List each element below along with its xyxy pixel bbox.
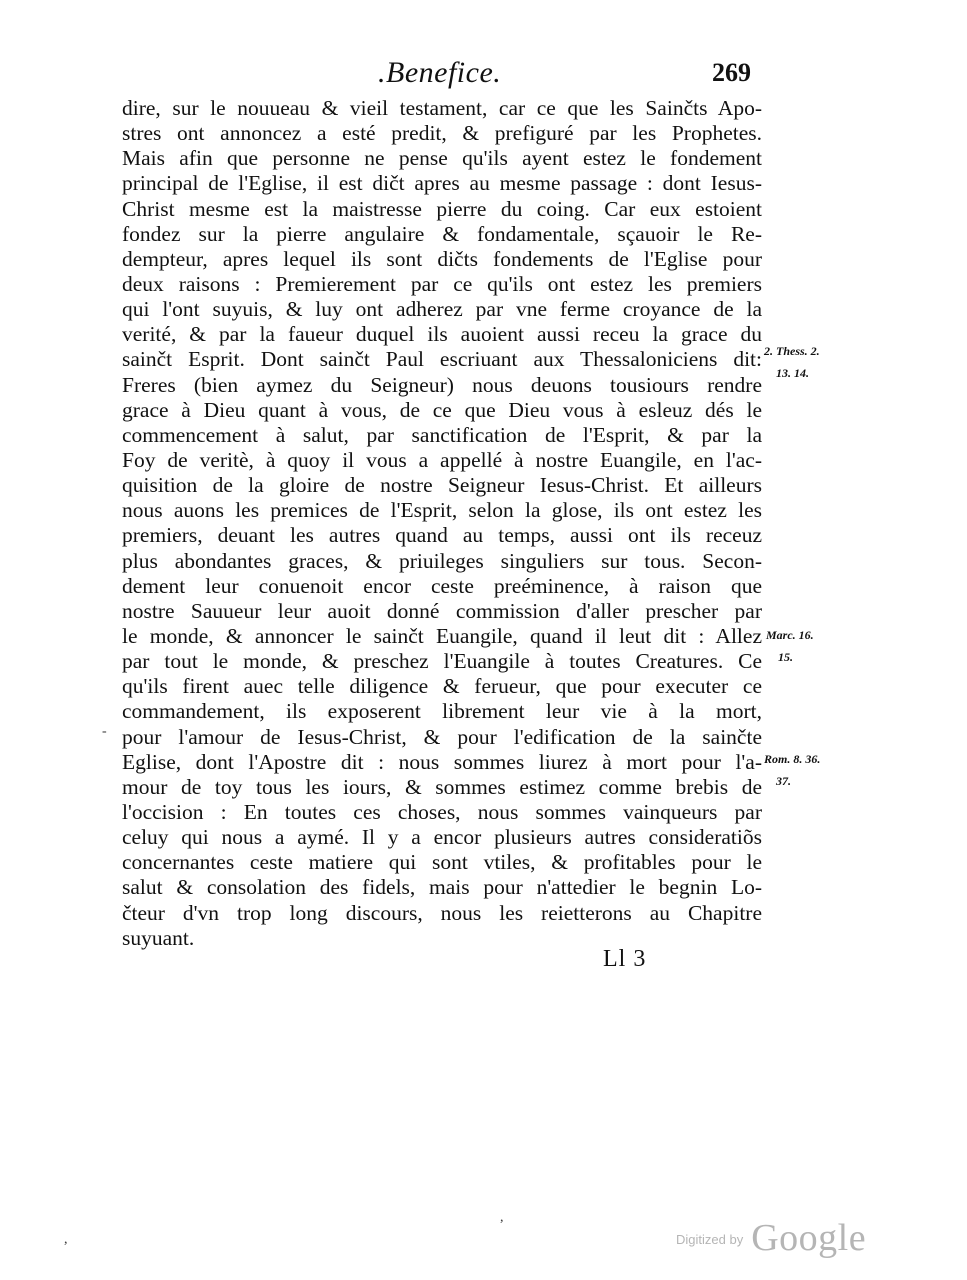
text-line: le monde, & annoncer le sainčt Euangile, quand il leut dit : Allez (122, 623, 762, 648)
ink-speck: , (500, 1210, 504, 1225)
margin-note-line: 37. (776, 774, 791, 788)
text-line: Christ mesme est la maistresse pierre du coing. Car eux estoient (122, 196, 762, 221)
margin-note-mark (766, 624, 846, 668)
margin-note-line: Rom. 8. 36. (764, 752, 821, 766)
text-line: dire, sur le nouueau & vieil testament, car ce que les Sainčts Apo- (122, 96, 762, 120)
text-line: qui l'ont suyuis, & luy ont adherez par vne ferme croyance de la (122, 297, 762, 322)
text-line: commandement, ils exposerent librement leur vie à la mort, (122, 699, 762, 724)
text-line: plus abondantes graces, & priuileges singuliers sur tous. Secon- (122, 548, 762, 573)
signature-mark: Ll 3 (603, 946, 647, 972)
watermark-prefix: Digitized by (676, 1232, 744, 1247)
ink-speck: , (64, 1232, 68, 1247)
digitized-watermark (676, 1216, 866, 1260)
margin-note-romans (764, 748, 844, 792)
text-line: celuy qui nous a aymé. Il y a encor plusieurs autres consideratiõs (122, 825, 762, 850)
margin-note-thessalonians (764, 340, 844, 384)
text-line: verité, & par la faueur duquel ils auoient aussi receu la grace du (122, 322, 762, 347)
text-line: mour de toy tous les iours, & sommes estimez comme brebis de (122, 774, 762, 799)
text-line: quisition de la gloire de nostre Seigneur Iesus-Christ. Et ailleurs (122, 473, 762, 498)
text-line: commencement à salut, par sanctification de l'Esprit, & par la (122, 422, 762, 447)
text-line: salut & consolation des fidels, mais pour n'attedier le begnin Lo- (122, 875, 762, 900)
body-text (122, 96, 762, 951)
text-line: Eglise, dont l'Apostre dit : nous sommes liurez à mort pour l'a- (122, 749, 762, 774)
text-line: deux raisons : Premierement par ce qu'ils ont estez les premiers (122, 271, 762, 296)
text-line: nous auons les premices de l'Esprit, selon la glose, ils ont estez les (122, 498, 762, 523)
watermark-brand-logo: Google (751, 1217, 867, 1259)
text-line: čteur d'vn trop long discours, nous les reietterons au Chapitre (122, 900, 762, 925)
text-line: qu'ils firent auec telle diligence & ferueur, que pour executer ce (122, 674, 762, 699)
text-line-last: suyuant. (122, 925, 195, 950)
text-line: pour l'amour de Iesus-Christ, & pour l'edification de la sainčte (122, 724, 762, 749)
page-number: 269 (712, 58, 751, 87)
text-line: nostre Sauueur leur auoit donné commission d'aller prescher par (122, 598, 762, 623)
text-line: dempteur, apres lequel ils sont dičts fondements de l'Eglise pour (122, 246, 762, 271)
text-line: concernantes ceste matiere qui sont vtiles, & profitables pour le (122, 850, 762, 875)
text-line: premiers, deuant les autres quand au temps, aussi ont ils receuz (122, 523, 762, 548)
text-line: l'occision : En toutes ces choses, nous sommes vainqueurs par (122, 799, 762, 824)
running-head: .Benefice. (378, 56, 502, 89)
text-line: principal de l'Eglise, il est dičt apres au mesme passage : dont Iesus- (122, 171, 762, 196)
margin-note-line: 13. 14. (776, 366, 809, 380)
ink-speck: - (102, 724, 107, 739)
text-line: par tout le monde, & preschez l'Euangile à toutes Creatures. Ce (122, 649, 762, 674)
text-line: sainčt Esprit. Dont sainčt Paul escriuant aux Thessaloniciens dit: (122, 347, 762, 372)
margin-note-line: Marc. 16. (766, 628, 814, 642)
text-line: stres ont annoncez a esté predit, & prefiguré par les Prophetes. (122, 121, 762, 146)
text-line: Foy de veritè, à quoy il vous a appellé à nostre Euangile, en l'ac- (122, 447, 762, 472)
margin-note-line: 2. Thess. 2. (764, 344, 820, 358)
text-line: Mais afin que personne ne pense qu'ils ayent estez le fondement (122, 146, 762, 171)
text-line: fondez sur la pierre angulaire & fondamentale, sçauoir le Re- (122, 221, 762, 246)
text-line: Freres (bien aymez du Seigneur) nous deuons tousiours rendre (122, 372, 762, 397)
text-line: dement leur conuenoit encor ceste preéminence, à raison que (122, 573, 762, 598)
text-line: grace à Dieu quant à vous, de ce que Dieu vous à esleuz dés le (122, 397, 762, 422)
margin-note-line: 15. (778, 650, 793, 664)
